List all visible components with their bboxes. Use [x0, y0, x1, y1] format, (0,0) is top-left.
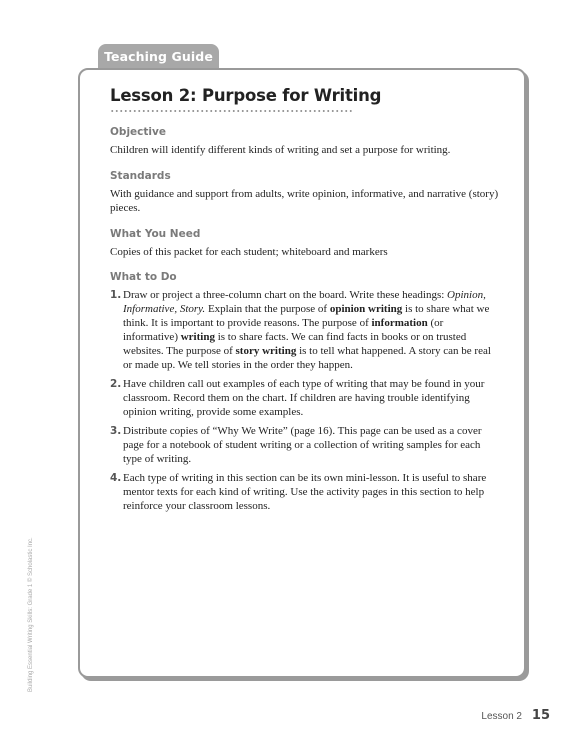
copyright-side-note: Building Essential Writing Skills: Grade 1 © Scholastic Inc.	[28, 537, 34, 692]
page-number: 15	[531, 708, 550, 723]
what-you-need-text: Copies of this packet for each student; whiteboard and markers	[110, 245, 388, 258]
step-text: Draw or project a three-column chart on the board. Write these headings: Opinion, Informative, Story. Explain that the purpose of opinion writing is to share what we think. It is important to provide reasons. The purpose of information (or informative) writing is to share facts. We can find facts in books or on trusted websites. The purpose of story writing is to tell what happened. A story can be real or made up. We tell stories in the order they happen.	[123, 289, 491, 371]
step-text: Distribute copies of “Why We Write” (page 16). This page can be used as a cover page for a notebook of student writing or a collection of writing samples for each type of writing.	[123, 425, 482, 465]
step-number: 2.	[110, 378, 122, 390]
standards-heading: Standards	[110, 169, 171, 182]
what-you-need-heading: What You Need	[110, 227, 201, 240]
teaching-guide-tab: Teaching Guide	[98, 44, 219, 69]
step-text: Have children call out examples of each type of writing that may be found in your classroom. Record them on the chart. If children are having trouble identifying opinion writing, provide some examples.	[123, 378, 485, 418]
step-number: 3.	[110, 425, 122, 437]
objective-text: Children will identify different kinds of writing and set a purpose for writing.	[110, 144, 451, 156]
list-item	[110, 471, 500, 513]
steps-list	[110, 288, 500, 513]
step-number: 4.	[110, 472, 122, 484]
step-number: 1.	[110, 289, 122, 301]
list-item	[110, 424, 500, 466]
objective-heading: Objective	[110, 126, 166, 138]
lesson-content	[110, 125, 500, 518]
standards-text: With guidance and support from adults, write opinion, informative, and narrative (story) pieces.	[110, 187, 499, 214]
page-title: Lesson 2: Purpose for Writing	[110, 86, 382, 105]
footer-lesson-label: Lesson 2	[481, 711, 522, 722]
what-to-do-heading: What to Do	[110, 271, 177, 283]
step-text: Each type of writing in this section can be its own mini-lesson. It is useful to share mentor texts for each kind of writing. Use the activity pages in this section to help reinforce your classroom lessons.	[123, 472, 487, 512]
list-item	[110, 288, 500, 372]
list-item	[110, 377, 500, 419]
title-dotted-divider	[110, 110, 352, 112]
